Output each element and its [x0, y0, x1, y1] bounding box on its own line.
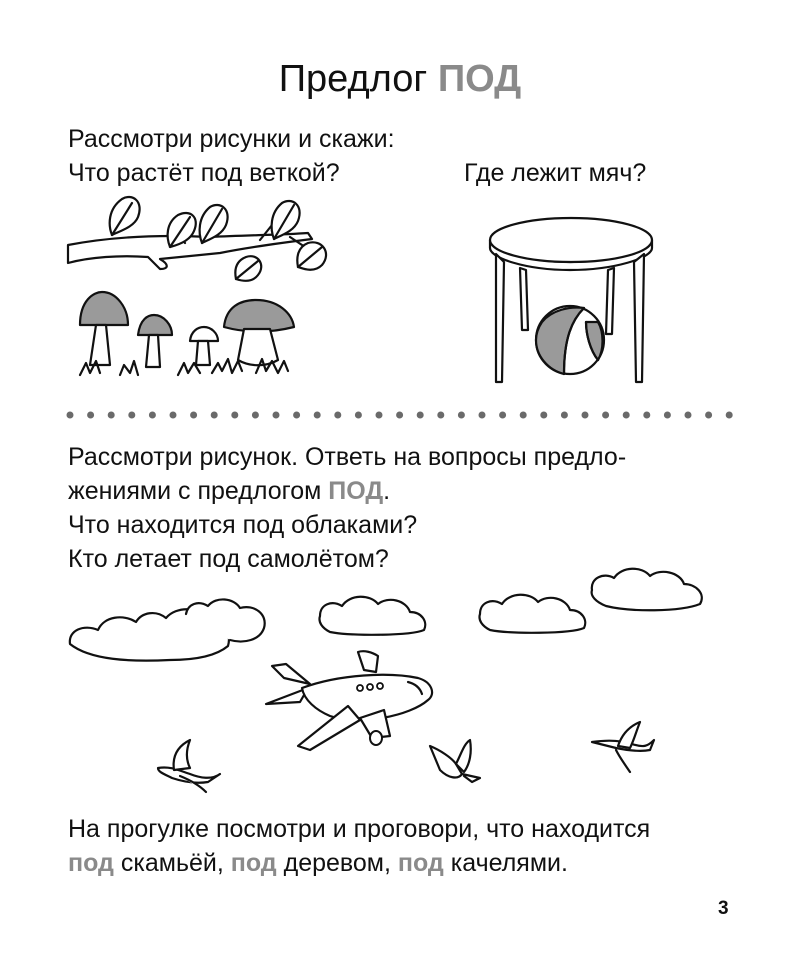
question-clouds: Что находится под облаками? [68, 511, 418, 539]
text-swing: качелями. [443, 849, 568, 877]
text-bench: скамьёй, [113, 849, 231, 877]
mushrooms [80, 292, 294, 375]
title-text: Предлог [278, 58, 428, 100]
text-tree: деревом, [276, 849, 398, 877]
highlight-pod-1: под [68, 849, 114, 877]
branch-mushrooms-illustration [60, 195, 350, 390]
instruction-3-line1: На прогулке посмотри и проговори, что находится [68, 815, 651, 843]
instruction-2-line1: Рассмотри рисунок. Ответь на вопросы предло- [68, 443, 627, 471]
birds [158, 722, 654, 792]
instruction-1: Рассмотри рисунки и скажи: [68, 125, 395, 153]
ball [536, 306, 604, 374]
clouds [70, 569, 702, 661]
sky-illustration [60, 560, 730, 790]
table-ball-illustration [486, 210, 656, 388]
instruction-2-highlight: ПОД [328, 477, 384, 505]
title-highlight: ПОД [437, 58, 522, 100]
instruction-2-period: . [383, 477, 391, 505]
highlight-pod-3: под [397, 849, 444, 877]
airplane [266, 651, 432, 750]
instruction-2-line2 [68, 474, 390, 508]
highlight-pod-2: под [230, 849, 277, 877]
instruction-3-line2 [68, 846, 568, 880]
question-ball: Где лежит мяч? [464, 159, 647, 187]
dotted-divider [66, 410, 734, 420]
question-branch: Что растёт под веткой? [68, 159, 340, 187]
instruction-2-text: жениями с предлогом [68, 477, 322, 505]
page-number: 3 [718, 898, 729, 919]
question-plane: Кто летает под самолётом? [68, 545, 389, 573]
page-title [0, 58, 800, 101]
